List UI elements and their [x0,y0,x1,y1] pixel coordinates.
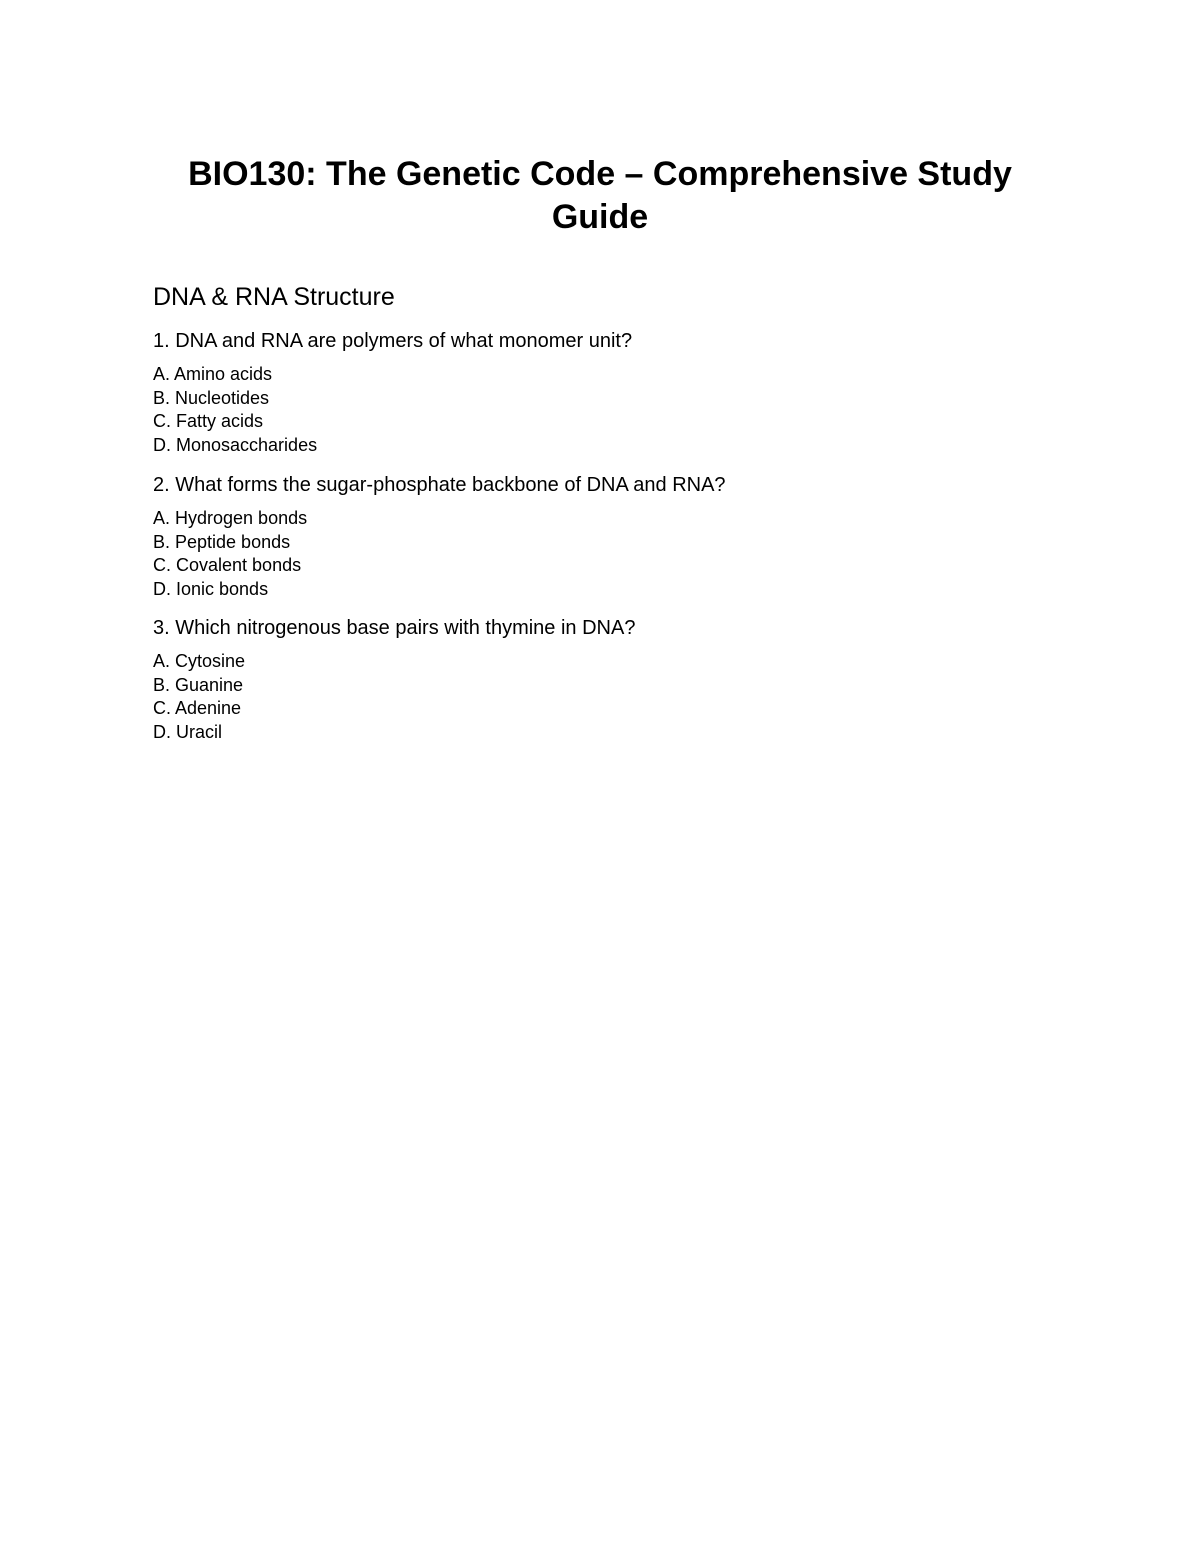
question-text: 3. Which nitrogenous base pairs with thymine in DNA? [153,617,636,639]
document-title: BIO130: The Genetic Code – Comprehensive Study Guide [188,155,1012,236]
question-text: 1. DNA and RNA are polymers of what monomer unit? [153,330,633,352]
answer-option-c: C. Covalent bonds [153,555,302,576]
question-2 [153,472,1053,601]
answer-option-a: A. Amino acids [153,364,273,384]
answer-options [153,363,1053,457]
answer-options [153,507,1053,601]
question-text: 2. What forms the sugar-phosphate backbone of DNA and RNA? [153,474,726,496]
question-3 [153,615,1053,744]
answer-option-a: A. Cytosine [153,651,246,671]
section-heading: DNA & RNA Structure [153,283,395,311]
answer-options [153,650,1053,744]
answer-option-b: B. Peptide bonds [153,531,291,552]
answer-option-b: B. Nucleotides [153,387,270,408]
question-1 [153,328,1053,457]
answer-option-d: D. Monosaccharides [153,434,318,455]
answer-option-b: B. Guanine [153,674,244,695]
answer-option-d: D. Uracil [153,721,223,742]
answer-option-c: C. Adenine [153,698,242,719]
answer-option-a: A. Hydrogen bonds [153,508,308,528]
answer-option-d: D. Ionic bonds [153,578,269,599]
answer-option-c: C. Fatty acids [153,411,264,432]
